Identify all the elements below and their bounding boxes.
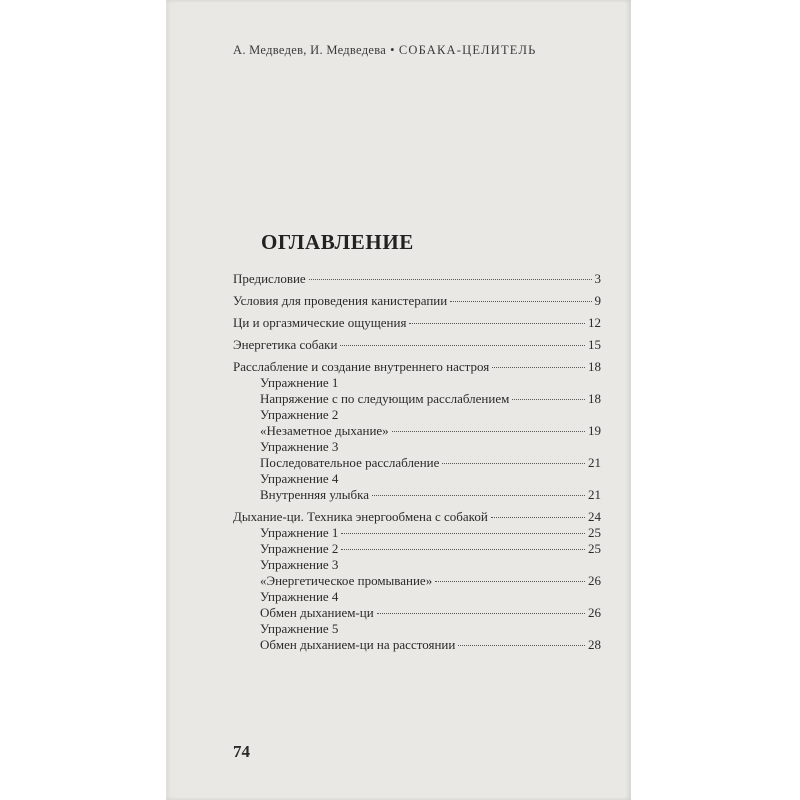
toc-entry xyxy=(233,439,601,455)
toc-entry-text: Обмен дыханием-ци xyxy=(260,605,374,620)
toc-entry-page: 25 xyxy=(588,525,601,540)
toc-leader-dots xyxy=(372,494,585,496)
toc-entry-text: Предисловие xyxy=(233,271,306,286)
toc-entry-text: «Энергетическое промывание» xyxy=(260,573,433,588)
toc-leader-dots xyxy=(450,300,591,302)
toc-leader-dots xyxy=(309,278,592,280)
toc-entry xyxy=(233,509,601,525)
header-separator: • xyxy=(390,43,395,57)
toc-entry xyxy=(233,573,601,589)
page-number: 74 xyxy=(233,742,250,761)
toc-title: ОГЛАВЛЕНИЕ xyxy=(261,230,414,254)
toc-leader-dots xyxy=(341,532,585,534)
toc-entry xyxy=(233,525,601,541)
toc-entry-text: Внутренняя улыбка xyxy=(260,487,370,502)
toc-entry-text: Упражнение 3 xyxy=(260,439,339,454)
toc-entry xyxy=(233,407,601,423)
table-of-contents xyxy=(233,271,601,653)
toc-entry-page: 18 xyxy=(588,391,601,406)
toc-leader-dots xyxy=(458,644,585,646)
toc-entry-text: Обмен дыханием-ци на расстоянии xyxy=(260,637,456,652)
toc-entry-text: Упражнение 5 xyxy=(260,621,339,636)
toc-entry-page: 15 xyxy=(588,337,601,352)
toc-entry xyxy=(233,487,601,503)
toc-entry-text: Последовательное расслабление xyxy=(260,455,440,470)
toc-entry-page: 18 xyxy=(588,359,601,374)
toc-entry-text: Ци и оргазмические ощущения xyxy=(233,315,407,330)
toc-entry xyxy=(233,637,601,653)
toc-entry-text: Напряжение с по следующим расслаблением xyxy=(260,391,510,406)
toc-entry xyxy=(233,375,601,391)
toc-entry-text: Упражнение 1 xyxy=(260,525,339,540)
toc-leader-dots xyxy=(435,580,585,582)
header-authors: А. Медведев, И. Медведева xyxy=(233,43,387,57)
toc-entry-text: «Незаметное дыхание» xyxy=(260,423,389,438)
toc-entry xyxy=(233,359,601,375)
header-book-title: СОБАКА-ЦЕЛИТЕЛЬ xyxy=(398,43,537,57)
toc-entry-page: 12 xyxy=(588,315,601,330)
toc-entry xyxy=(233,455,601,471)
toc-entry xyxy=(233,337,601,353)
toc-entry xyxy=(233,621,601,637)
toc-entry-page: 25 xyxy=(588,541,601,556)
toc-entry-page: 19 xyxy=(588,423,601,438)
toc-leader-dots xyxy=(409,322,585,324)
toc-entry-page: 26 xyxy=(588,573,601,588)
toc-entry xyxy=(233,423,601,439)
toc-entry xyxy=(233,293,601,309)
toc-entry-text: Упражнение 1 xyxy=(260,375,339,390)
toc-entry-page: 3 xyxy=(594,271,601,286)
toc-entry-text: Дыхание-ци. Техника энергообмена с собакой xyxy=(233,509,488,524)
toc-entry xyxy=(233,605,601,621)
toc-leader-dots xyxy=(512,398,585,400)
toc-entry xyxy=(233,541,601,557)
toc-leader-dots xyxy=(341,548,585,550)
toc-entry xyxy=(233,391,601,407)
toc-leader-dots xyxy=(340,344,585,346)
toc-entry-page: 9 xyxy=(594,293,601,308)
toc-leader-dots xyxy=(491,516,585,518)
toc-entry-text: Энергетика собаки xyxy=(233,337,338,352)
toc-entry-text: Упражнение 4 xyxy=(260,589,339,604)
toc-entry-text: Упражнение 2 xyxy=(260,541,339,556)
running-header xyxy=(233,43,537,58)
toc-entry xyxy=(233,557,601,573)
toc-entry xyxy=(233,589,601,605)
toc-entry-page: 28 xyxy=(588,637,601,652)
toc-entry-text: Упражнение 3 xyxy=(260,557,339,572)
toc-entry xyxy=(233,315,601,331)
toc-entry xyxy=(233,471,601,487)
toc-entry-text: Упражнение 2 xyxy=(260,407,339,422)
toc-leader-dots xyxy=(492,366,585,368)
toc-entry-page: 26 xyxy=(588,605,601,620)
toc-entry-text: Упражнение 4 xyxy=(260,471,339,486)
toc-leader-dots xyxy=(442,462,585,464)
toc-entry-page: 21 xyxy=(588,487,601,502)
toc-leader-dots xyxy=(392,430,585,432)
toc-entry-page: 24 xyxy=(588,509,601,524)
toc-entry xyxy=(233,271,601,287)
toc-leader-dots xyxy=(377,612,585,614)
toc-entry-text: Условия для проведения канистерапии xyxy=(233,293,448,308)
toc-entry-page: 21 xyxy=(588,455,601,470)
toc-entry-text: Расслабление и создание внутреннего настроя xyxy=(233,359,490,374)
